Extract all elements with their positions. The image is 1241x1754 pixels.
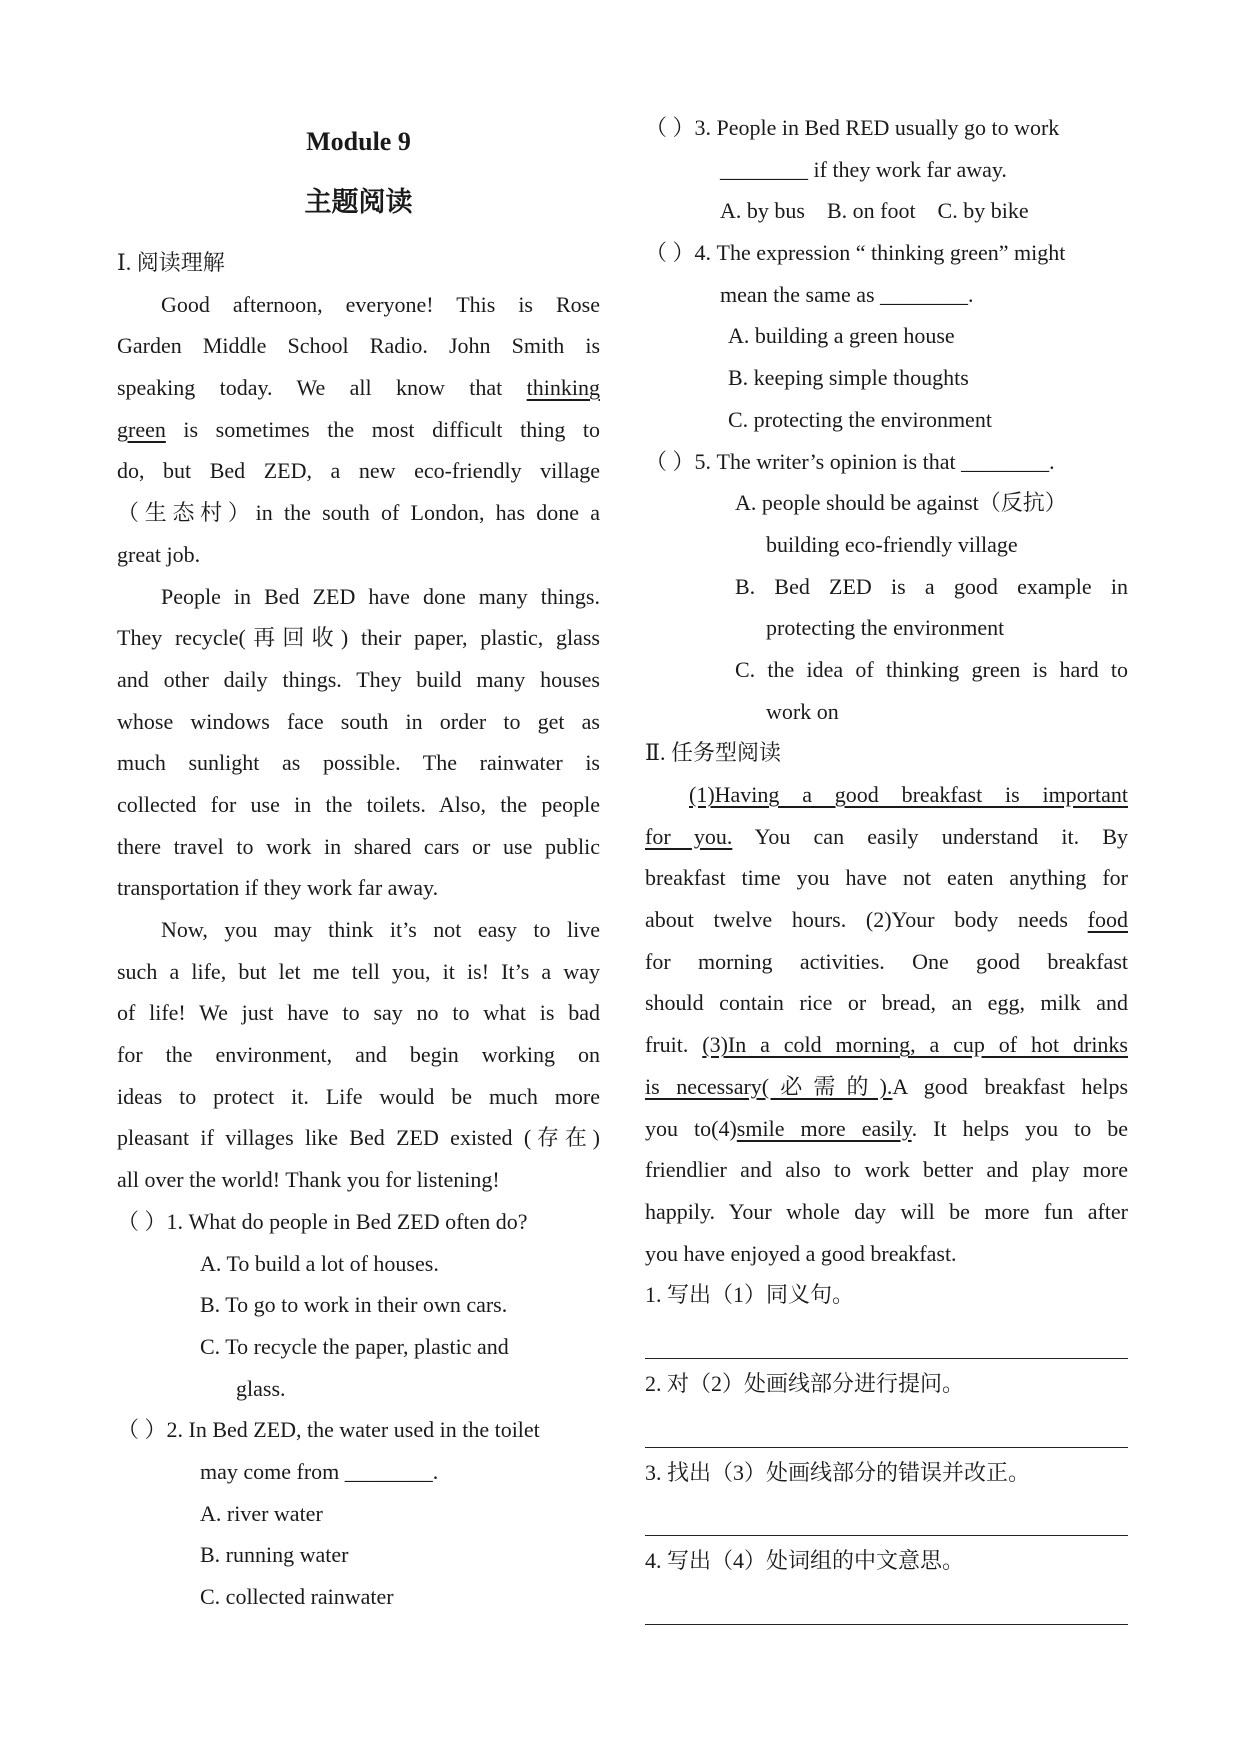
tasks (645, 1274, 1128, 1625)
passage-line: such a life, but let me tell you, it is! It’s a way (117, 958, 600, 984)
section1-heading: Ⅰ. 阅读理解 (117, 250, 225, 275)
option-b-cont: protecting the environment (766, 615, 1005, 641)
option-a: A. building a green house (728, 323, 955, 349)
options-inline: A. by bus B. on foot C. by bike (720, 198, 1029, 224)
passage-line: of life! We just have to say no to what is bad (117, 1000, 600, 1026)
option-c: C. To recycle the paper, plastic and (200, 1333, 509, 1359)
question-1 (117, 1201, 600, 1409)
passage-line: and other daily things. They build many houses (117, 666, 600, 692)
passage-line: ideas to protect it. Life would be much more (117, 1083, 600, 1109)
passage-line: all over the world! Thank you for listening! (117, 1167, 500, 1193)
answer-line-1[interactable] (645, 1316, 1128, 1359)
answer-line-4[interactable] (645, 1582, 1128, 1625)
underlined-phrase: thinking (526, 375, 600, 401)
passage-line: green is sometimes the most difficult thing to (117, 416, 600, 442)
option-c-cont: work on (766, 698, 839, 724)
option-a: A. To build a lot of houses. (200, 1250, 439, 1276)
passage-line: breakfast time you have not eaten anything for (645, 865, 1128, 891)
passage-line: friendlier and also to work better and play more (645, 1157, 1128, 1183)
underlined-sentence-3-end: is necessary(必需的). (645, 1073, 893, 1099)
option-b: B. Bed ZED is a good example in (735, 573, 1128, 599)
left-column (117, 112, 600, 1618)
right-column (645, 107, 1128, 1625)
underlined-word-food: food (1087, 907, 1128, 933)
question-stem: （ ）2. In Bed ZED, the water used in the toilet (117, 1417, 540, 1443)
passage-line: for the environment, and begin working on (117, 1042, 600, 1068)
section2-heading: Ⅱ. 任务型阅读 (645, 740, 781, 766)
passage-line: Now, you may think it’s not easy to live (161, 917, 600, 942)
question-2 (117, 1409, 600, 1617)
passage-line: you have enjoyed a good breakfast. (645, 1240, 957, 1266)
passage-line: should contain rice or bread, an egg, milk and (645, 990, 1128, 1016)
option-b: B. running water (200, 1542, 349, 1568)
option-a-cont: building eco-friendly village (766, 531, 1018, 557)
passage-line: about twelve hours. (2)Your body needs food (645, 907, 1128, 933)
passage-line: They recycle(再回收) their paper, plastic, glass (117, 625, 600, 651)
task-2: 2. 对（2）处画线部分进行提问。 (645, 1370, 965, 1396)
passage-line: transportation if they work far away. (117, 875, 439, 901)
underlined-phrase-4: smile more easily (736, 1115, 912, 1141)
passage-line: for you. You can easily understand it. By (645, 823, 1128, 849)
question-stem-cont: ________ if they work far away. (720, 156, 1007, 182)
passage-line: pleasant if villages like Bed ZED existed (存在) (117, 1125, 600, 1151)
passage-line: collected for use in the toilets. Also, the people (117, 791, 600, 817)
passage-line: （生态村）in the south of London, has done a (117, 500, 600, 526)
passage-line: is necessary(必需的).A good breakfast helps (645, 1073, 1128, 1099)
passage-line: Good afternoon, everyone! This is Rose (161, 291, 600, 317)
question-stem-cont: mean the same as ________. (720, 281, 974, 307)
option-c: C. protecting the environment (728, 406, 992, 432)
passage-line: fruit. (3)In a cold morning, a cup of hot drinks (645, 1032, 1128, 1058)
passage-paragraph-1 (117, 284, 600, 576)
question-stem: （ ）5. The writer’s opinion is that ________. (645, 448, 1055, 474)
question-3 (645, 107, 1128, 232)
question-stem-cont: may come from ________. (200, 1458, 439, 1484)
option-b: B. keeping simple thoughts (728, 365, 969, 391)
passage-line: great job. (117, 541, 201, 567)
passage-line: do, but Bed ZED, a new eco-friendly village (117, 458, 600, 484)
task-1: 1. 写出（1）同义句。 (645, 1282, 855, 1308)
option-a: A. people should be against（反抗） (735, 490, 1067, 516)
question-stem: （ ）3. People in Bed RED usually go to work (645, 115, 1060, 140)
passage-line (645, 774, 1128, 816)
option-c: C. collected rainwater (200, 1584, 394, 1609)
option-c-cont: glass. (236, 1375, 286, 1401)
underlined-sentence-1: (1)Having a good breakfast is important (689, 782, 1128, 807)
underlined-sentence-3: (3)In a cold morning, a cup of hot drinks (702, 1032, 1128, 1058)
task-passage (645, 774, 1128, 1274)
passage-line: whose windows face south in order to get as (117, 708, 600, 734)
passage-line: speaking today. We all know that thinking (117, 375, 600, 401)
option-c: C. the idea of thinking green is hard to (735, 656, 1128, 682)
question-4 (645, 232, 1128, 440)
option-b: B. To go to work in their own cars. (200, 1292, 508, 1318)
task-4: 4. 写出（4）处词组的中文意思。 (645, 1548, 965, 1574)
passage-paragraph-2 (117, 576, 600, 910)
passage-line: Garden Middle School Radio. John Smith is (117, 333, 600, 359)
answer-line-2[interactable] (645, 1405, 1128, 1448)
underlined-sentence-1-end: for you. (645, 823, 733, 849)
passage-line: for morning activities. One good breakfast (645, 948, 1128, 974)
passage-line: you to(4)smile more easily. It helps you to be (645, 1115, 1128, 1141)
underlined-phrase: green (117, 416, 166, 442)
answer-line-3[interactable] (645, 1493, 1128, 1536)
task-3: 3. 找出（3）处画线部分的错误并改正。 (645, 1459, 1031, 1485)
passage-line: happily. Your whole day will be more fun after (645, 1198, 1128, 1224)
page-subtitle: 主题阅读 (304, 187, 413, 217)
passage-paragraph-3 (117, 909, 600, 1201)
passage-line: there travel to work in shared cars or use public (117, 833, 600, 859)
page-title: Module 9 (306, 127, 411, 156)
question-5 (645, 441, 1128, 733)
question-stem: （ ）1. What do people in Bed ZED often do? (117, 1208, 528, 1234)
option-a: A. river water (200, 1500, 323, 1526)
passage-line: much sunlight as possible. The rainwater is (117, 750, 600, 776)
question-stem: （ ）4. The expression “ thinking green” might (645, 240, 1066, 266)
passage-line: People in Bed ZED have done many things. (161, 583, 600, 609)
